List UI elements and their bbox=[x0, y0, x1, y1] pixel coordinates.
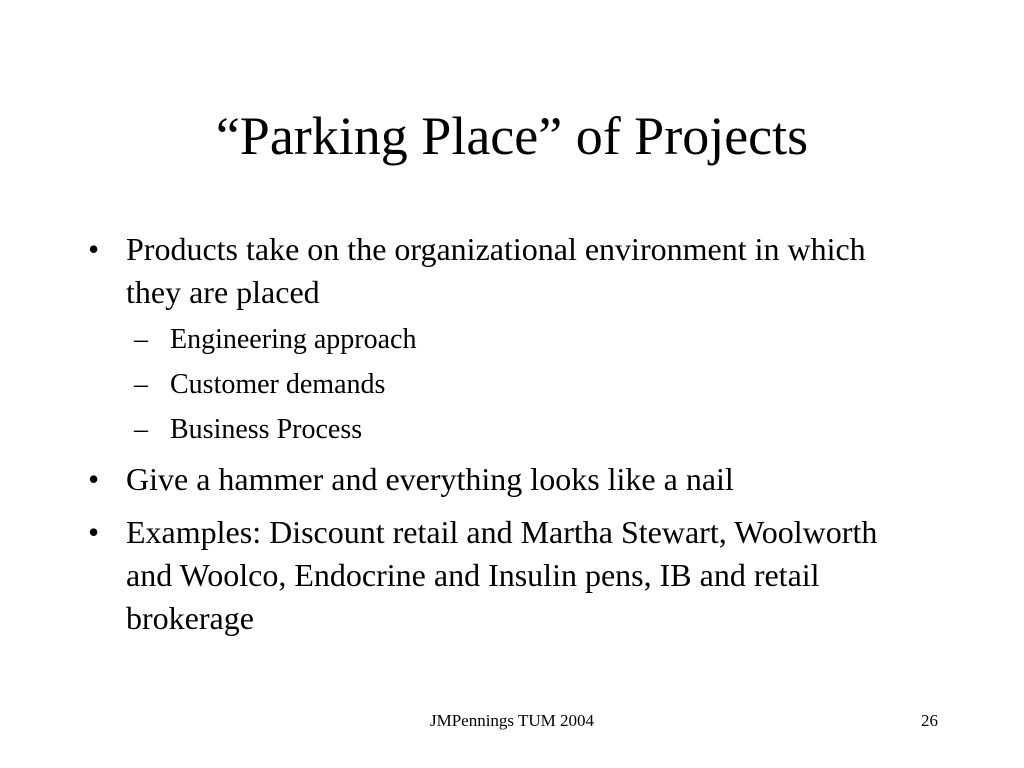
bullet-text: Examples: Discount retail and Martha Stewart, Woolworth and Woolco, Endocrine and Insulin pens, IB and retail brokerage bbox=[126, 514, 878, 636]
sub-bullet-text: Customer demands bbox=[170, 369, 386, 400]
sub-bullet-text: Engineering approach bbox=[170, 324, 417, 355]
sub-bullet-item bbox=[134, 322, 914, 358]
bullet-marker: • bbox=[88, 231, 100, 267]
bullet-marker: • bbox=[88, 461, 100, 497]
sub-bullet-item bbox=[134, 412, 914, 448]
bullet-text: Give a hammer and everything looks like a nail bbox=[126, 461, 734, 497]
bullet-item bbox=[88, 458, 908, 501]
footer-author: JMPennings TUM 2004 bbox=[429, 711, 595, 730]
dash-marker: – bbox=[134, 369, 148, 400]
dash-marker: – bbox=[134, 414, 148, 445]
sub-bullet-text: Business Process bbox=[170, 414, 363, 445]
bullet-item bbox=[88, 228, 908, 314]
sub-bullet-item bbox=[134, 367, 914, 403]
dash-marker: – bbox=[134, 324, 148, 355]
bullet-marker: • bbox=[88, 514, 100, 550]
bullet-text: Products take on the organizational environment in which they are placed bbox=[126, 231, 866, 310]
bullet-item bbox=[88, 511, 908, 640]
slide-title: “Parking Place” of Projects bbox=[215, 106, 809, 166]
page-number: 26 bbox=[921, 711, 938, 730]
